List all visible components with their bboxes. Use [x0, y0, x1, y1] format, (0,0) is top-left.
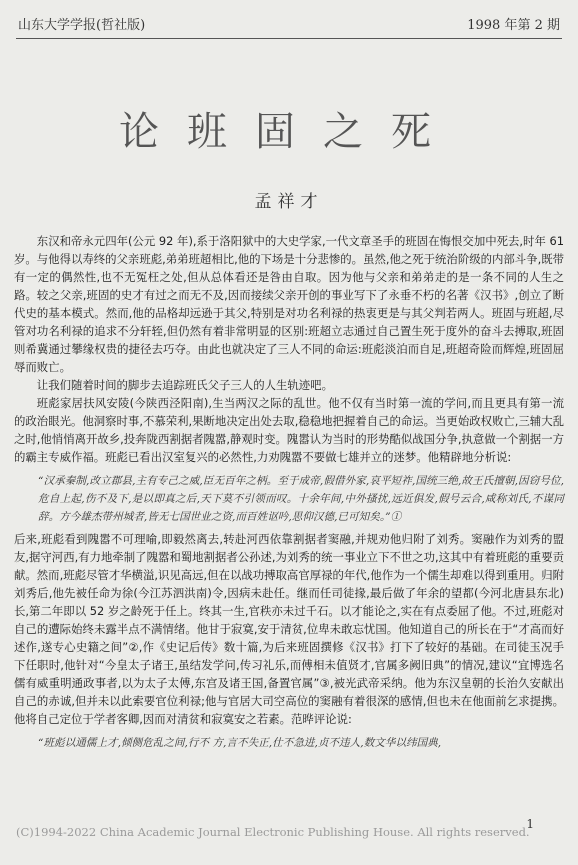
issue-label: 1998 年第 2 期: [467, 18, 560, 33]
body-paragraph: 让我们随着时间的脚步去追踪班氏父子三人的人生轨迹吧。: [36, 378, 333, 392]
journal-name: 山东大学学报(哲社版): [18, 18, 146, 33]
body-paragraph: 班彪家居扶风安陵(今陕西泾阳南),生当两汉之际的乱世。他不仅有当时第一流的学问,而且更具有第一流的政治眼光。他洞察时事,不慕荣利,果断地决定出处去取,稳稳地把握着自己的命运。当更始政权败亡,三辅大乱之时,他悄悄离开故乡,投奔陇西割据者隗嚣,静观时变。隗嚣认为当时的形势酷似战国分争,执意做一个割据一方的霸主专威作福。班彪已看出汉室复兴的必然性,力劝隗嚣不要做七雄并立的迷梦。他精辟地分析说:: [14, 396, 564, 464]
article-body: [14, 232, 564, 756]
body-paragraph: 东汉和帝永元四年(公元 92 年),系于洛阳狱中的大史学家,一代文章圣手的班固在悔恨交加中死去,时年 61 岁。与他得以寿终的父亲班彪,弟弟班超相比,他的下场是十分悲惨的。虽然,他之死于统治阶级的内部斗争,既带有一定的偶然性,也不无冤枉之处,但从总体看还是咎由自取。因为他与父亲和弟弟走的是一条不同的人生之路。较之父亲,班固的史才有过之而无不及,因而接续父亲开创的事业写下了永垂不朽的名著《汉书》,创立了断代史的基本模式。然而,他的品格却远逊于其父,特别是对功名利禄的热衷更是与其父判若两人。班固与班超,尽管对功名利禄的追求不分轩轾,但仍然有着非常明显的区别:班超立志通过自己置生死于度外的奋斗去搏取,班固则希冀通过攀缘权贵的捷径去巧夺。由此也就决定了三人不同的命运:班彪淡泊而自足,班超奇险而辉煌,班固屈辱而败亡。: [14, 234, 564, 374]
block-quote: “班彪以通儒上才,倾侧危乱之间,行不 方,言不失正,仕不急进,贞不违人,数文华以纬国典,: [38, 737, 442, 749]
header-rule: [16, 38, 562, 39]
page-number: 1: [526, 817, 534, 831]
body-paragraph: 后来,班彪看到隗嚣不可理喻,即毅然离去,转赴河西依靠割据者窦融,并规劝他归附了刘秀。窦融作为刘秀的盟友,据守河西,有力地牵制了隗嚣和蜀地割据者公孙述,为刘秀的统一事业立下不世之功,这其中有着班彪的重要贡献。然而,班彪尽管才华横溢,识见高远,但在以战功搏取高官厚禄的年代,他作为一个儒生却难以得到重用。归附刘秀后,他先被任命为徐(今江苏泗洪南)令,因病未赴任。继而任司徒掾,最后做了年余的望都(今河北唐县东北)长,第二年即以 52 岁之龄死于任上。终其一生,官秩亦未过千石。以才能论之,实在有点委屈了他。不过,班彪对自己的遭际始终未露半点不满情绪。他甘于寂寞,安于清贫,位卑未敢忘忧国。他知道自己的所长在于“才高而好述作,遂专心史籍之间”②,作《史记后传》数十篇,为后来班固撰修《汉书》打下了较好的基础。在司徒玉况手下任职时,他针对“今皇太子诸王,虽结发学问,传习礼乐,而傅相未值贤才,官属多阙旧典”的情况,建议“宜博选名儒有威重明通政事者,以为太子太傅,东宫及诸王国,备置官属”③,被光武帝采纳。他为东汉皇朝的长治久安献出自己的赤诚,但并未以此索要官位利禄;他与官居大司空高位的窦融有着很深的感情,但也未在他面前乞求提携。他将自己定位于学者客卿,因而对清贫和寂寞安之若素。范晔评论说:: [14, 532, 564, 726]
article-author: 孟祥才: [254, 192, 324, 212]
running-header: [18, 14, 560, 33]
article-title: 论班固之死: [119, 109, 459, 155]
copyright-footer: (C)1994-2022 China Academic Journal Electronic Publishing House. All rights reserved.: [16, 825, 530, 839]
block-quote: “汉承秦制,改立郡县,主有专己之威,臣无百年之柄。至于成帝,假借外家,哀平短祚,国统三绝,故王氏擅朝,因窃号位,危自上起,伤不及下,是以即真之后,天下莫不引领而叹。十余年间,中外搔扰,远近俱发,假号云合,咸称刘氏,不谋同辞。方今雄杰带州城者,皆无七国世业之资,而百姓讴吟,思仰汉德,已可知矣。”①: [38, 475, 564, 523]
